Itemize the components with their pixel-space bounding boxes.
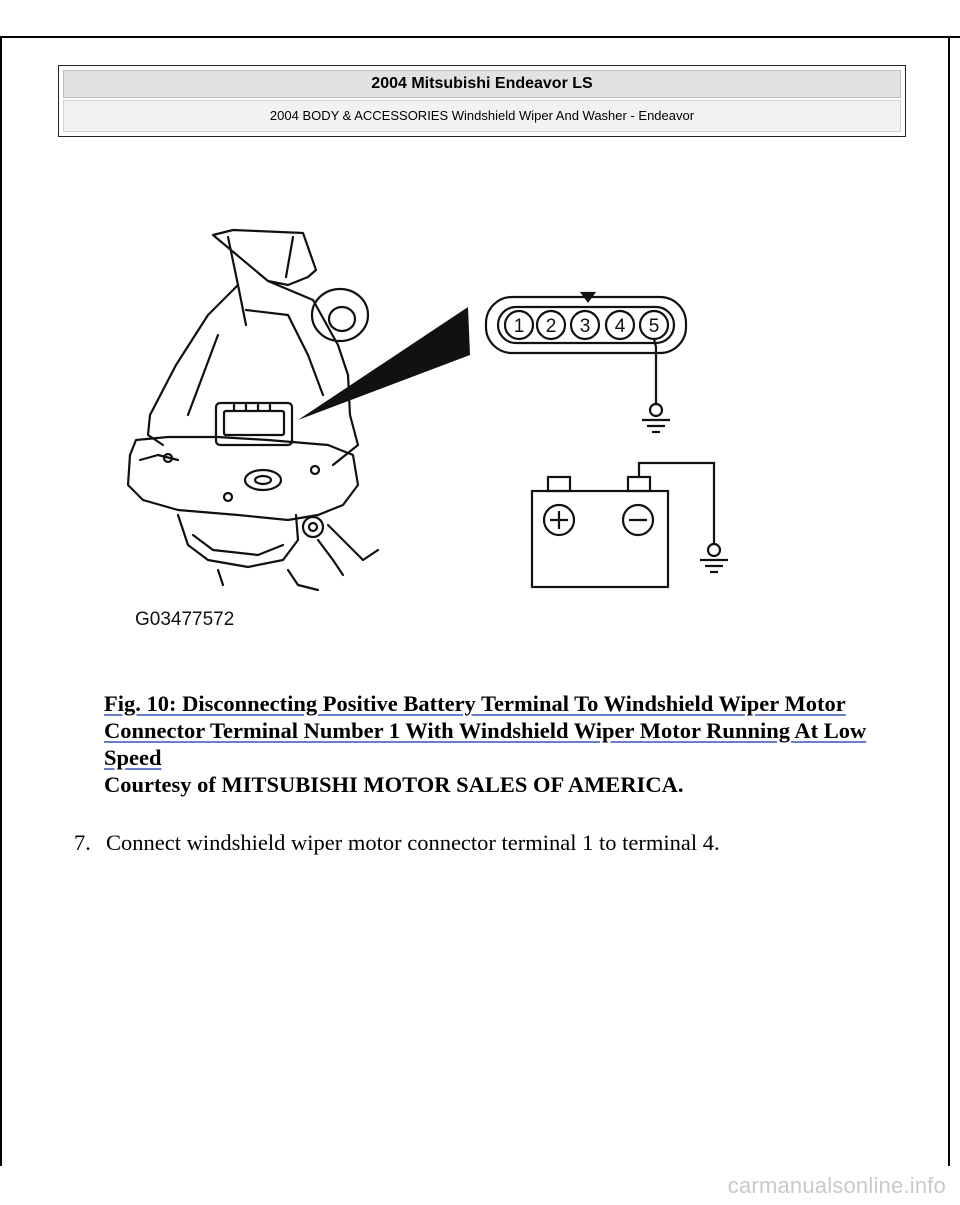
step-text: Connect windshield wiper motor connector terminal 1 to terminal 4.: [106, 830, 720, 855]
figure-caption: [104, 690, 884, 798]
pin-4-label: 4: [614, 316, 626, 337]
figure-courtesy: Courtesy of MITSUBISHI MOTOR SALES OF AMERICA.: [104, 772, 684, 797]
pin-1-label: 1: [513, 316, 525, 337]
pin-5-label: 5: [648, 316, 660, 337]
watermark: carmanualsonline.info: [727, 1173, 946, 1198]
pin-3-label: 3: [579, 316, 591, 337]
page-border-right: [948, 36, 950, 1166]
step-number: 7.: [74, 830, 91, 855]
document-header: [58, 65, 906, 137]
pin-2-label: 2: [545, 316, 557, 337]
motor-shaft: [245, 470, 281, 490]
leader-pointer: [298, 307, 470, 420]
page-border-top: [0, 36, 960, 38]
page-border-left: [0, 36, 2, 1166]
motor-housing: [128, 437, 358, 520]
document-subtitle: 2004 BODY & ACCESSORIES Windshield Wiper And Washer - Endeavor: [63, 100, 901, 132]
figure-caption-title[interactable]: Fig. 10: Disconnecting Positive Battery Terminal To Windshield Wiper Motor Connector Terminal Number 1 With Windshield Wiper Motor Running At Low Speed: [104, 691, 867, 770]
battery: [532, 463, 728, 587]
page-footer: [0, 1168, 960, 1205]
figure-code: G03477572: [135, 609, 235, 630]
procedure-step: [74, 829, 894, 856]
wiper-motor-figure: [118, 215, 758, 635]
document-title: 2004 Mitsubishi Endeavor LS: [63, 70, 901, 98]
